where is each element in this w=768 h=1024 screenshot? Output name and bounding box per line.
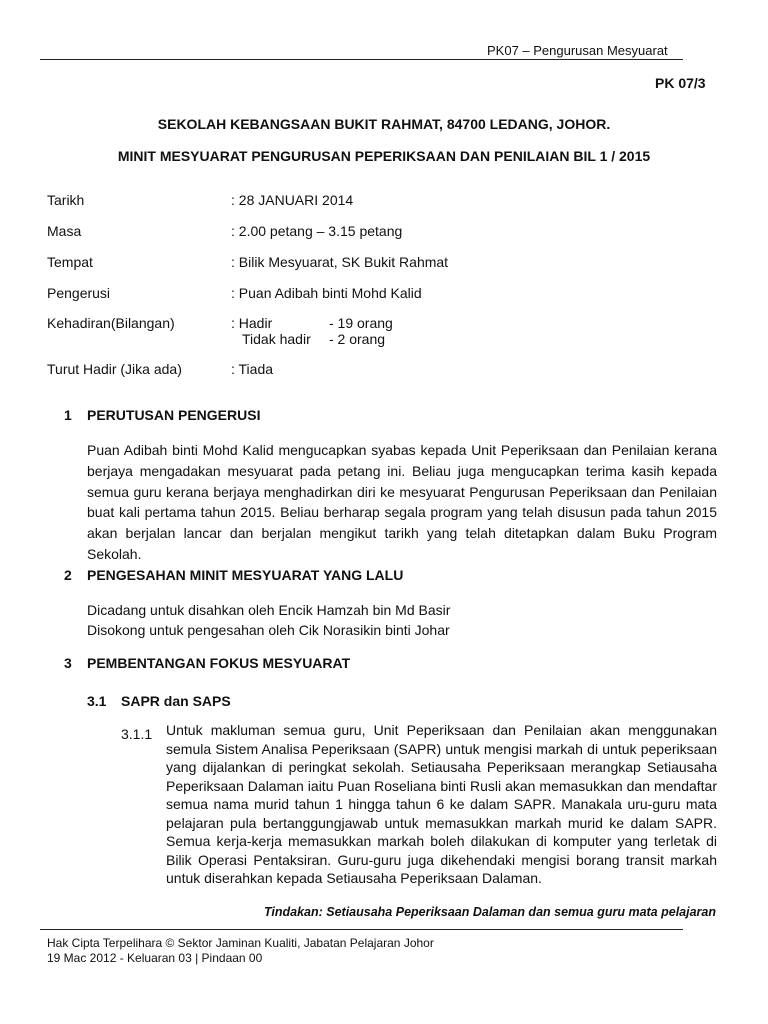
pengerusi-label: Pengerusi bbox=[47, 285, 111, 301]
subsection-3-1-number: 3.1 bbox=[87, 693, 107, 709]
tidak-hadir-label: Tidak hadir bbox=[242, 331, 311, 347]
section-2-line-2: Disokong untuk pengesahan oleh Cik Norasikin binti Johar bbox=[87, 622, 450, 638]
section-3-title: PEMBENTANGAN FOKUS MESYUARAT bbox=[87, 655, 351, 671]
masa-value: : 2.00 petang – 3.15 petang bbox=[231, 223, 403, 239]
turut-hadir-value: : Tiada bbox=[231, 361, 274, 377]
tarikh-label: Tarikh bbox=[47, 192, 85, 208]
header-title: PK07 – Pengurusan Mesyuarat bbox=[487, 43, 668, 58]
section-1-body: Puan Adibah binti Mohd Kalid mengucapkan syabas kepada Unit Peperiksaan dan Penilaian kerana berjaya mengadakan mesyuarat pada petang ini. Beliau juga mengucapkan terima kasih kepada semua guru kerana berjaya menghadirkan diri ke mesyuarat Pengurusan Peperiksaan dan Penilaian buat kali pertama tahun 2015. Beliau berharap segala program yang telah disusun pada tahun 2015 akan berjalan lancar dan berjalan mengikut tarikh yang telah ditetapkan dalam Buku Program Sekolah. bbox=[87, 442, 717, 562]
section-1-number: 1 bbox=[64, 407, 72, 423]
item-3-1-1-body: Untuk makluman semua guru, Unit Peperiksaan dan Penilaian akan menggunakan semula Sistem Analisa Peperiksaan (SAPR) untuk mengisi markah di untuk peperiksaan yang dijalankan di peringkat sekolah. Setiausaha Peperiksaan merangkap Setiausaha Peperiksaan Dalaman iaitu Puan Roseliana binti Rusli akan memasukkan dan mendaftar semua nama murid tahun 1 hingga tahun 6 ke dalam SAPR. Manakala uru-guru mata pelajaran pula bertanggungjawab untuk memasukkan markah murid ke dalam SAPR. Semua kerja-kerja memasukkan markah boleh dilakukan di komputer yang terletak di Bilik Operasi Pentaksiran. Guru-guru juga dikehendaki mengisi borang transit markah untuk diserahkan kepada Setiausaha Peperiksaan Dalaman. bbox=[166, 722, 717, 886]
section-2-title: PENGESAHAN MINIT MESYUARAT YANG LALU bbox=[87, 567, 404, 583]
document-code: PK 07/3 bbox=[655, 75, 706, 91]
tempat-label: Tempat bbox=[47, 254, 93, 270]
subsection-3-1-title: SAPR dan SAPS bbox=[121, 693, 231, 709]
hadir-value: - 19 orang bbox=[329, 315, 393, 331]
pengerusi-value: : Puan Adibah binti Mohd Kalid bbox=[231, 285, 422, 301]
section-3-number: 3 bbox=[64, 655, 72, 671]
hadir-label: : Hadir bbox=[231, 315, 273, 331]
tidak-hadir-value: - 2 orang bbox=[329, 331, 386, 347]
footer-revision: 19 Mac 2012 - Keluaran 03 | Pindaan 00 bbox=[47, 951, 263, 965]
school-title: SEKOLAH KEBANGSAAN BUKIT RAHMAT, 84700 LEDANG, JOHOR. bbox=[157, 116, 611, 132]
footer-divider bbox=[40, 929, 683, 930]
section-1-title: PERUTUSAN PENGERUSI bbox=[87, 407, 261, 423]
footer-copyright: Hak Cipta Terpelihara © Sektor Jaminan Kualiti, Jabatan Pelajaran Johor bbox=[47, 936, 434, 950]
section-2-number: 2 bbox=[64, 567, 72, 583]
action-note: Tindakan: Setiausaha Peperiksaan Dalaman dan semua guru mata pelajaran bbox=[263, 905, 716, 919]
item-3-1-1-number: 3.1.1 bbox=[121, 726, 153, 742]
header-divider bbox=[40, 59, 683, 60]
section-2-line-1: Dicadang untuk disahkan oleh Encik Hamzah bin Md Basir bbox=[87, 602, 451, 618]
minutes-title: MINIT MESYUARAT PENGURUSAN PEPERIKSAAN DAN PENILAIAN BIL 1 / 2015 bbox=[117, 148, 651, 164]
masa-label: Masa bbox=[47, 223, 82, 239]
turut-hadir-label: Turut Hadir (Jika ada) bbox=[47, 361, 182, 377]
kehadiran-label: Kehadiran(Bilangan) bbox=[47, 315, 175, 331]
tarikh-value: : 28 JANUARI 2014 bbox=[231, 192, 354, 208]
tempat-value: : Bilik Mesyuarat, SK Bukit Rahmat bbox=[231, 254, 449, 270]
